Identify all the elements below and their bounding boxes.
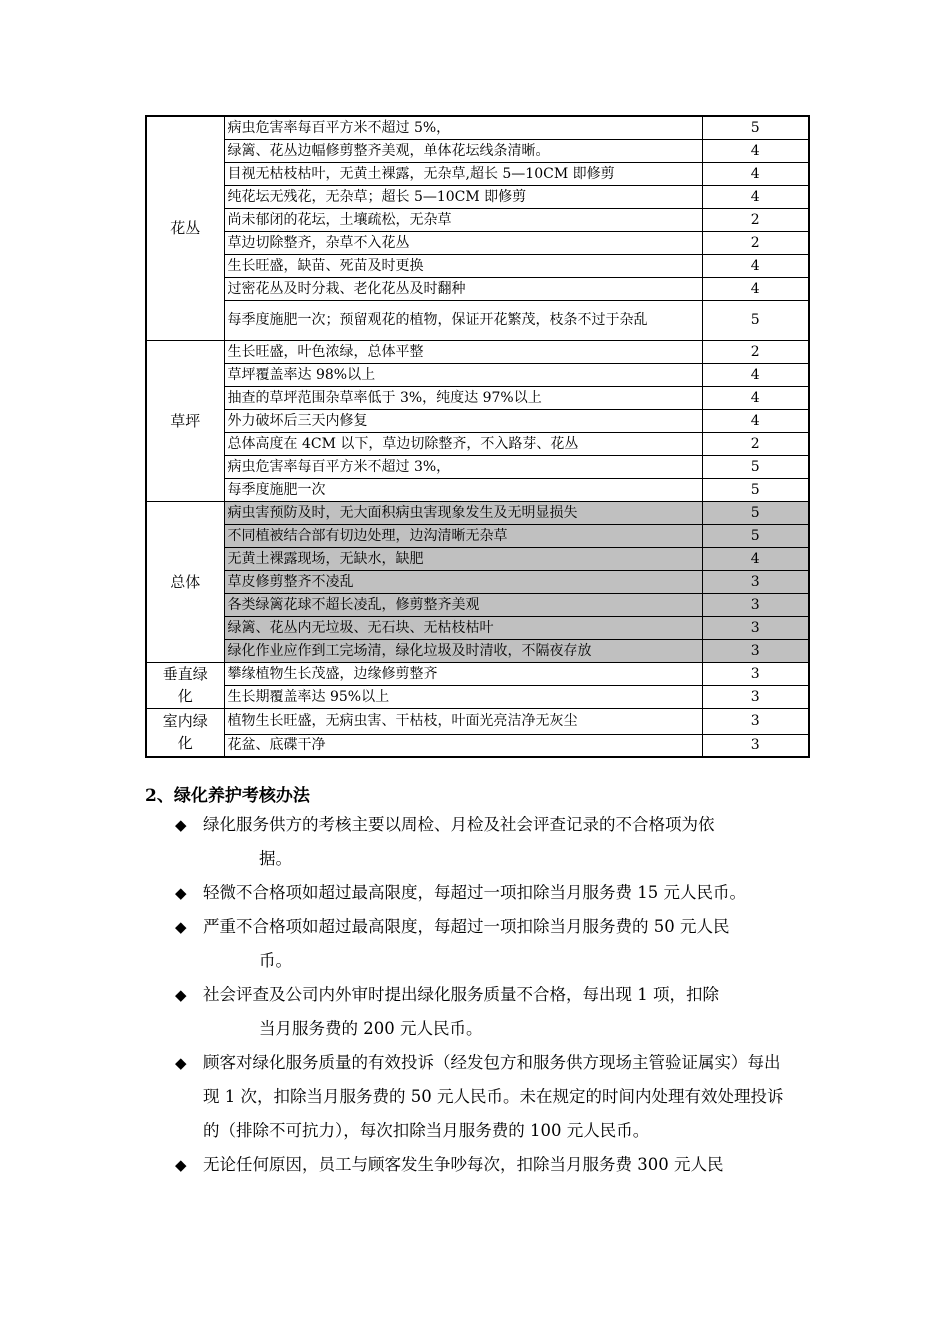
score-cell: 5 xyxy=(702,524,809,547)
table-row xyxy=(146,524,809,547)
criteria-cell: 生长旺盛，叶色浓绿，总体平整 xyxy=(224,340,702,363)
score-cell: 4 xyxy=(702,386,809,409)
criteria-cell: 病虫危害率每百平方米不超过 5%， xyxy=(224,116,702,139)
criteria-cell: 花盆、底碟干净 xyxy=(224,734,702,757)
bullet-text: 顾客对绿化服务质量的有效投诉（经发包方和服务供方现场主管验证属实）每出现 1 次，扣除当月服务费的 50 元人民币。未在规定的时间内处理有效处理投诉的（排除不可抗力），每次扣除当月服务费的 100 元人民币。 xyxy=(203,1053,784,1140)
bullet-text: 严重不合格项如超过最高限度，每超过一项扣除当月服务费的 50 元人民 xyxy=(203,917,730,936)
criteria-cell: 植物生长旺盛，无病虫害、干枯枝，叶面光亮洁净无灰尘 xyxy=(224,708,702,734)
bullet-text: 无论任何原因，员工与顾客发生争吵每次，扣除当月服务费 300 元人民 xyxy=(203,1155,724,1174)
score-cell: 5 xyxy=(702,501,809,524)
table-row xyxy=(146,300,809,340)
bullet-list xyxy=(145,808,785,1182)
table-row xyxy=(146,455,809,478)
table-row xyxy=(146,593,809,616)
criteria-cell: 每季度施肥一次；预留观花的植物，保证开花繁茂，枝条不过于杂乱 xyxy=(224,300,702,340)
bullet-item xyxy=(175,910,785,978)
criteria-cell: 外力破坏后三天内修复 xyxy=(224,409,702,432)
table-row xyxy=(146,501,809,524)
table-row xyxy=(146,409,809,432)
score-cell: 5 xyxy=(702,455,809,478)
table-row xyxy=(146,662,809,685)
criteria-cell: 生长旺盛，缺苗、死苗及时更换 xyxy=(224,254,702,277)
criteria-cell: 绿篱、花丛边幅修剪整齐美观，单体花坛线条清晰。 xyxy=(224,139,702,162)
score-cell: 3 xyxy=(702,662,809,685)
category-cell: 垂直绿化 xyxy=(146,662,224,708)
score-cell: 3 xyxy=(702,593,809,616)
score-cell: 4 xyxy=(702,409,809,432)
diamond-bullet-icon: ◆ xyxy=(175,1054,187,1072)
section-title: 2、绿化养护考核办法 xyxy=(145,786,310,806)
category-cell: 室内绿化 xyxy=(146,708,224,757)
table-row xyxy=(146,208,809,231)
table-row xyxy=(146,254,809,277)
category-cell: 花丛 xyxy=(146,116,224,340)
diamond-bullet-icon: ◆ xyxy=(175,918,187,936)
criteria-cell: 过密花丛及时分栽、老化花丛及时翻种 xyxy=(224,277,702,300)
table-row xyxy=(146,185,809,208)
criteria-cell: 无黄土裸露现场，无缺水，缺肥 xyxy=(224,547,702,570)
criteria-cell: 绿化作业应作到工完场清，绿化垃圾及时清收，不隔夜存放 xyxy=(224,639,702,662)
criteria-cell: 绿篱、花丛内无垃圾、无石块、无枯枝枯叶 xyxy=(224,616,702,639)
criteria-cell: 每季度施肥一次 xyxy=(224,478,702,501)
score-cell: 3 xyxy=(702,616,809,639)
table-row xyxy=(146,386,809,409)
criteria-cell: 攀缘植物生长茂盛，边缘修剪整齐 xyxy=(224,662,702,685)
table-row xyxy=(146,116,809,139)
criteria-cell: 各类绿篱花球不超长凌乱，修剪整齐美观 xyxy=(224,593,702,616)
bullet-item xyxy=(175,978,785,1046)
diamond-bullet-icon: ◆ xyxy=(175,986,187,1004)
table-row xyxy=(146,363,809,386)
score-cell: 5 xyxy=(702,478,809,501)
bullet-item xyxy=(175,876,785,910)
table-row xyxy=(146,162,809,185)
score-cell: 4 xyxy=(702,185,809,208)
score-cell: 4 xyxy=(702,277,809,300)
bullet-text: 社会评查及公司内外审时提出绿化服务质量不合格，每出现 1 项，扣除 xyxy=(203,985,719,1004)
assessment-method-section xyxy=(145,784,785,1182)
score-cell: 4 xyxy=(702,139,809,162)
table-row xyxy=(146,685,809,708)
score-cell: 2 xyxy=(702,208,809,231)
table-row xyxy=(146,340,809,363)
bullet-text: 轻微不合格项如超过最高限度，每超过一项扣除当月服务费 15 元人民币。 xyxy=(203,883,746,902)
score-cell: 2 xyxy=(702,231,809,254)
table-row xyxy=(146,277,809,300)
table-row xyxy=(146,708,809,734)
diamond-bullet-icon: ◆ xyxy=(175,884,187,902)
score-cell: 2 xyxy=(702,340,809,363)
criteria-cell: 纯花坛无残花，无杂草；超长 5—10CM 即修剪 xyxy=(224,185,702,208)
score-cell: 3 xyxy=(702,708,809,734)
criteria-cell: 抽查的草坪范围杂草率低于 3%，纯度达 97%以上 xyxy=(224,386,702,409)
table-row xyxy=(146,570,809,593)
score-cell: 3 xyxy=(702,570,809,593)
diamond-bullet-icon: ◆ xyxy=(175,1156,187,1174)
bullet-item xyxy=(175,1046,785,1148)
score-cell: 3 xyxy=(702,639,809,662)
score-cell: 4 xyxy=(702,547,809,570)
score-cell: 2 xyxy=(702,432,809,455)
score-cell: 4 xyxy=(702,162,809,185)
bullet-text-continued: 当月服务费的 200 元人民币。 xyxy=(259,1019,483,1038)
criteria-cell: 总体高度在 4CM 以下，草边切除整齐，不入路芽、花丛 xyxy=(224,432,702,455)
diamond-bullet-icon: ◆ xyxy=(175,816,187,834)
bullet-item xyxy=(175,808,785,876)
category-cell: 总体 xyxy=(146,501,224,662)
table-row xyxy=(146,478,809,501)
bullet-text-continued: 据。 xyxy=(259,849,292,868)
score-cell: 3 xyxy=(702,685,809,708)
category-cell: 草坪 xyxy=(146,340,224,501)
bullet-item xyxy=(175,1148,785,1182)
assessment-table xyxy=(145,115,810,758)
criteria-cell: 尚未郁闭的花坛，土壤疏松，无杂草 xyxy=(224,208,702,231)
score-cell: 4 xyxy=(702,254,809,277)
bullet-text: 绿化服务供方的考核主要以周检、月检及社会评查记录的不合格项为依 xyxy=(203,815,715,834)
table-row xyxy=(146,139,809,162)
criteria-cell: 草坪覆盖率达 98%以上 xyxy=(224,363,702,386)
criteria-cell: 草皮修剪整齐不凌乱 xyxy=(224,570,702,593)
criteria-cell: 生长期覆盖率达 95%以上 xyxy=(224,685,702,708)
table-row xyxy=(146,432,809,455)
table-row xyxy=(146,547,809,570)
table-row xyxy=(146,639,809,662)
criteria-cell: 草边切除整齐，杂草不入花丛 xyxy=(224,231,702,254)
table-row xyxy=(146,231,809,254)
bullet-text-continued: 币。 xyxy=(259,951,292,970)
criteria-cell: 病虫危害率每百平方米不超过 3%， xyxy=(224,455,702,478)
table-row xyxy=(146,734,809,757)
score-cell: 3 xyxy=(702,734,809,757)
score-cell: 5 xyxy=(702,300,809,340)
criteria-cell: 目视无枯枝枯叶，无黄土裸露，无杂草,超长 5—10CM 即修剪 xyxy=(224,162,702,185)
score-cell: 4 xyxy=(702,363,809,386)
criteria-cell: 病虫害预防及时，无大面积病虫害现象发生及无明显损失 xyxy=(224,501,702,524)
criteria-cell: 不同植被结合部有切边处理，边沟清晰无杂草 xyxy=(224,524,702,547)
score-cell: 5 xyxy=(702,116,809,139)
table-row xyxy=(146,616,809,639)
